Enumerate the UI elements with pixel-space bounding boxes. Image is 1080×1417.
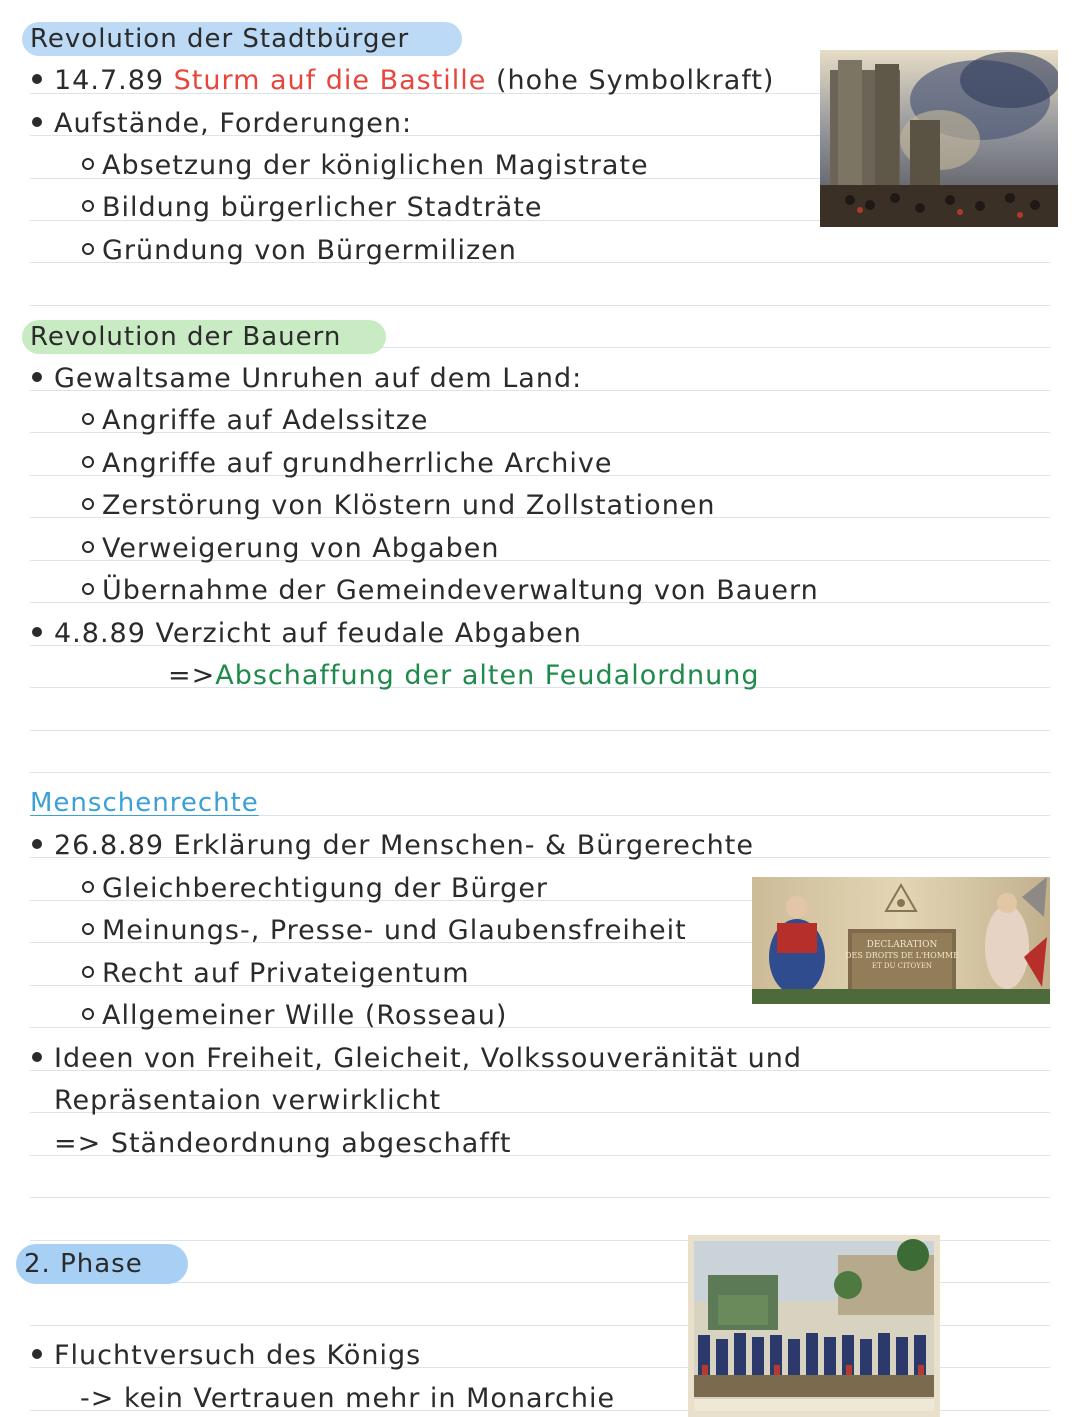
flight-of-king-image [688,1235,940,1417]
bullet-circle [82,413,94,425]
bullet-circle [82,1008,94,1020]
list-item-text: Angriffe auf grundherrliche Archive [102,448,613,479]
bullet-circle [82,243,94,255]
list-item-text: Repräsentaion verwirklicht [54,1085,442,1116]
list-item [32,362,582,396]
list-item-text: Ideen von Freiheit, Gleicheit, Volkssouveränität und [54,1043,803,1074]
declaration-caption-2: DES DROITS DE L'HOMME [845,951,959,960]
bullet-dot [32,117,42,127]
list-item-text: 4.8.89 Verzicht auf feudale Abgaben [54,618,582,649]
list-item-text: Absetzung der königlichen Magistrate [102,150,649,181]
bullet-circle [82,158,94,170]
conclusion-line [168,659,759,693]
bullet-circle [82,456,94,468]
bullet-dot [32,1349,42,1359]
list-item-text: Fluchtversuch des Königs [54,1340,422,1371]
bullet-circle [82,200,94,212]
declaration-caption-1: DECLARATION [866,940,938,950]
list-item [82,489,716,523]
list-item [82,532,499,566]
bullet-circle [82,541,94,553]
list-item-text: Recht auf Privateigentum [102,958,470,989]
conclusion-line [80,1382,615,1416]
conclusion-line [54,1127,511,1161]
list-item [82,149,649,183]
bullet-dot [32,627,42,637]
section2-heading: Revolution der Bauern [22,320,386,354]
list-item [32,1042,802,1076]
bullet-dot [32,372,42,382]
bullet-dot [32,1052,42,1062]
list-item [82,191,542,225]
declaration-caption-3: ET DU CITOYEN [871,962,933,970]
list-item [82,447,613,481]
bullet-circle [82,923,94,935]
list-item [82,999,507,1033]
conclusion-text: Abschaffung der alten Feudalordnung [215,660,760,691]
list-item [32,617,582,651]
bastille-painting-image [820,50,1058,227]
bullet-dot [32,839,42,849]
bastille-date: 14.7.89 [54,65,174,96]
list-item-text: Angriffe auf Adelssitze [102,405,429,436]
bastille-rest: (hohe Symbolkraft) [486,65,775,96]
list-item [82,914,687,948]
list-item-text: Meinungs-, Presse- und Glaubensfreiheit [102,915,687,946]
arrow-symbol: => [168,660,216,691]
bullet-circle [82,966,94,978]
bullet-circle [82,498,94,510]
list-item-text: Aufstände, Forderungen: [54,108,413,139]
bullet-circle [82,881,94,893]
list-item-text: Gleichberechtigung der Bürger [102,873,549,904]
list-item-text: Gewaltsame Unruhen auf dem Land: [54,363,583,394]
bastille-item [32,64,774,98]
section4-heading: 2. Phase [16,1244,188,1284]
list-item [32,829,754,863]
declaration-painting-image [752,877,1050,1004]
section3-heading: Menschenrechte [30,788,259,818]
list-item-text: => Ständeordnung abgeschafft [54,1128,512,1159]
list-item-text: Allgemeiner Wille (Rosseau) [102,1000,508,1031]
list-item-text: Zerstörung von Klöstern und Zollstationen [102,490,716,521]
bullet-dot [32,74,42,84]
list-item-text: -> kein Vertrauen mehr in Monarchie [80,1383,616,1414]
list-item [32,107,412,141]
bullet-circle [82,583,94,595]
list-item-text: Bildung bürgerlicher Stadträte [102,192,543,223]
list-item [82,872,548,906]
list-item [82,234,517,268]
list-item [82,957,470,991]
section1-heading: Revolution der Stadtbürger [22,22,462,56]
list-item [82,574,819,608]
list-item [82,404,429,438]
list-item-continuation [54,1084,441,1118]
list-item-text: 26.8.89 Erklärung der Menschen- & Bürgerechte [54,830,754,861]
list-item-text: Übernahme der Gemeindeverwaltung von Bauern [102,575,819,606]
list-item-text: Gründung von Bürgermilizen [102,235,517,266]
bastille-highlight: Sturm auf die Bastille [173,65,487,96]
list-item [32,1339,421,1373]
list-item-text: Verweigerung von Abgaben [102,533,500,564]
